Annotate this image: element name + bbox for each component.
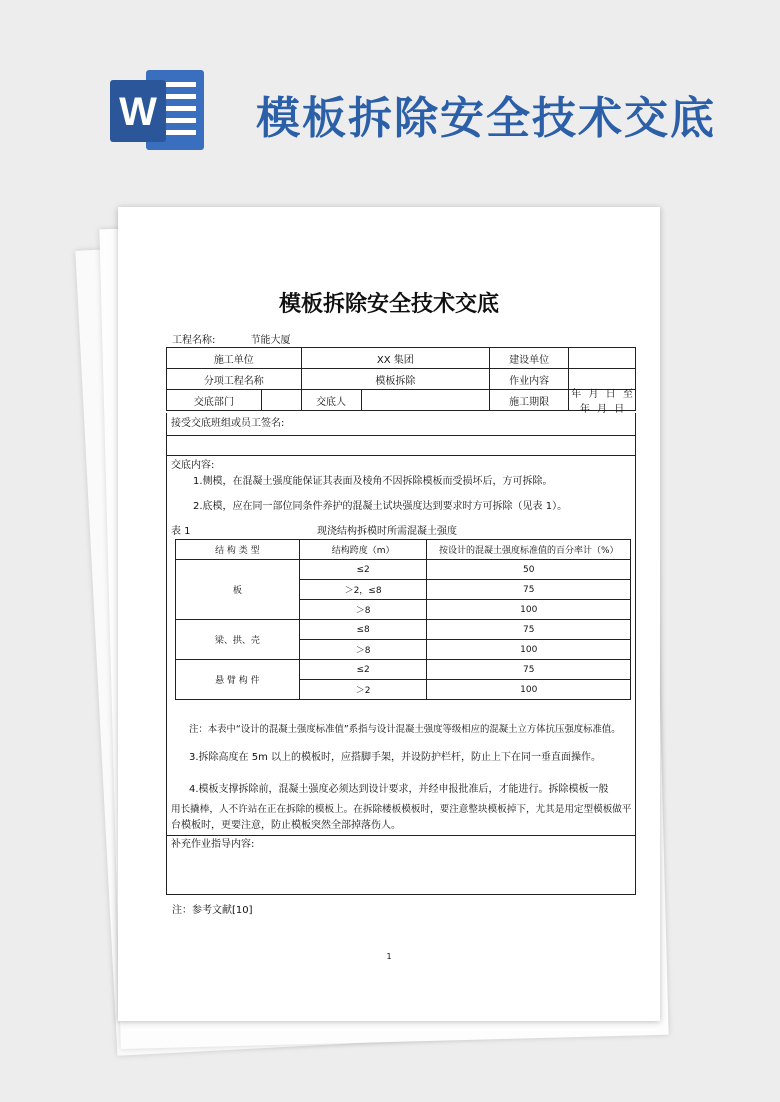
span-cell: ＞2 bbox=[299, 680, 427, 700]
divider bbox=[167, 455, 635, 456]
span-cell: ≤2 bbox=[299, 560, 427, 580]
span-cell: ≤8 bbox=[299, 620, 427, 640]
table1-label: 表 1 bbox=[171, 526, 191, 537]
document-title: 模板拆除安全技术交底 bbox=[278, 292, 499, 317]
period-cell bbox=[490, 389, 636, 415]
percent-cell: 100 bbox=[427, 600, 631, 620]
period-label: 施工期限 bbox=[490, 390, 569, 410]
span-cell: ＞8 bbox=[299, 640, 427, 660]
table-row bbox=[176, 620, 631, 640]
project-label: 工程名称: bbox=[172, 335, 216, 346]
item-4-line-1: 4.模板支撑拆除前，混凝土强度必须达到设计要求，并经申报批准后，才能进行。拆除模板一般 bbox=[189, 784, 609, 795]
percent-cell: 75 bbox=[427, 620, 631, 640]
sub-project-label: 分项工程名称 bbox=[167, 369, 302, 390]
info-table bbox=[166, 347, 636, 415]
span-cell: ≤2 bbox=[299, 660, 427, 680]
item-1: 1.侧模，在混凝土强度能保证其表面及棱角不因拆除模板而受损坏后，方可拆除。 bbox=[193, 476, 553, 487]
builder-cell bbox=[490, 348, 636, 369]
word-logo-letter: W bbox=[119, 90, 157, 134]
briefer-value bbox=[361, 390, 490, 411]
item-2: 2.底模，应在同一部位同条件养护的混凝土试块强度达到要求时方可拆除（见表 1）。 bbox=[193, 501, 568, 512]
content-frame bbox=[166, 413, 636, 895]
percent-cell: 75 bbox=[427, 660, 631, 680]
sub-project-value: 模板拆除 bbox=[301, 369, 489, 390]
briefer-label: 交底人 bbox=[301, 390, 361, 411]
dept-label: 交底部门 bbox=[167, 390, 262, 411]
type-cell: 梁、拱、壳 bbox=[176, 620, 300, 660]
table-note: 注：本表中“设计的混凝土强度标准值”系指与设计混凝土强度等级相应的混凝土立方体抗压强度标准值。 bbox=[189, 724, 621, 735]
item-4-line-2: 用长撬棒，人不许站在正在拆除的模板上。在拆除楼板模板时，要注意整块模板掉下，尤其是用定型模板做平 bbox=[171, 804, 632, 815]
span-cell: ＞2，≤8 bbox=[299, 580, 427, 600]
construction-unit-value: XX 集团 bbox=[301, 348, 489, 369]
type-cell: 板 bbox=[176, 560, 300, 620]
builder-value bbox=[569, 348, 635, 368]
table-row bbox=[167, 369, 636, 390]
table-row bbox=[167, 348, 636, 369]
header-percent: 按设计的混凝土强度标准值的百分率计（%） bbox=[427, 540, 631, 560]
period-value: 年 月 日 至 年 月 日 bbox=[571, 389, 633, 415]
table-row bbox=[167, 390, 636, 411]
footnote: 注：参考文献[10] bbox=[172, 905, 253, 916]
project-name-line bbox=[172, 331, 291, 346]
percent-cell: 100 bbox=[427, 680, 631, 700]
content-label: 交底内容: bbox=[171, 460, 215, 471]
project-value: 节能大厦 bbox=[250, 335, 291, 346]
type-cell: 悬 臂 构 件 bbox=[176, 660, 300, 700]
signature-label: 接受交底班组或员工签名: bbox=[171, 418, 285, 429]
document-page bbox=[118, 207, 660, 1021]
table-row bbox=[176, 660, 631, 680]
divider bbox=[167, 435, 635, 436]
span-cell: ＞8 bbox=[299, 600, 427, 620]
header-span: 结构跨度（m） bbox=[299, 540, 427, 560]
table1-caption: 现浇结构拆模时所需混凝土强度 bbox=[317, 526, 457, 537]
percent-cell: 50 bbox=[427, 560, 631, 580]
supplement-label: 补充作业指导内容: bbox=[171, 839, 255, 850]
table-row bbox=[176, 560, 631, 580]
work-content-label: 作业内容 bbox=[490, 369, 569, 389]
table-header-row bbox=[176, 540, 631, 560]
header-structure-type: 结 构 类 型 bbox=[176, 540, 300, 560]
percent-cell: 75 bbox=[427, 580, 631, 600]
divider bbox=[167, 835, 635, 836]
page-number: 1 bbox=[386, 952, 392, 961]
construction-unit-label: 施工单位 bbox=[167, 348, 302, 369]
item-3: 3.拆除高度在 5m 以上的模板时，应搭脚手架，并设防护栏杆，防止上下在同一垂直面操作。 bbox=[189, 752, 602, 763]
item-4-line-3: 台模板时，更要注意，防止模板突然全部掉落伤人。 bbox=[171, 820, 401, 831]
percent-cell: 100 bbox=[427, 640, 631, 660]
builder-label: 建设单位 bbox=[490, 348, 569, 368]
word-logo-icon bbox=[108, 62, 208, 158]
dept-value bbox=[261, 390, 301, 411]
strength-table bbox=[175, 539, 631, 700]
banner-title: 模板拆除安全技术交底 bbox=[256, 93, 716, 144]
